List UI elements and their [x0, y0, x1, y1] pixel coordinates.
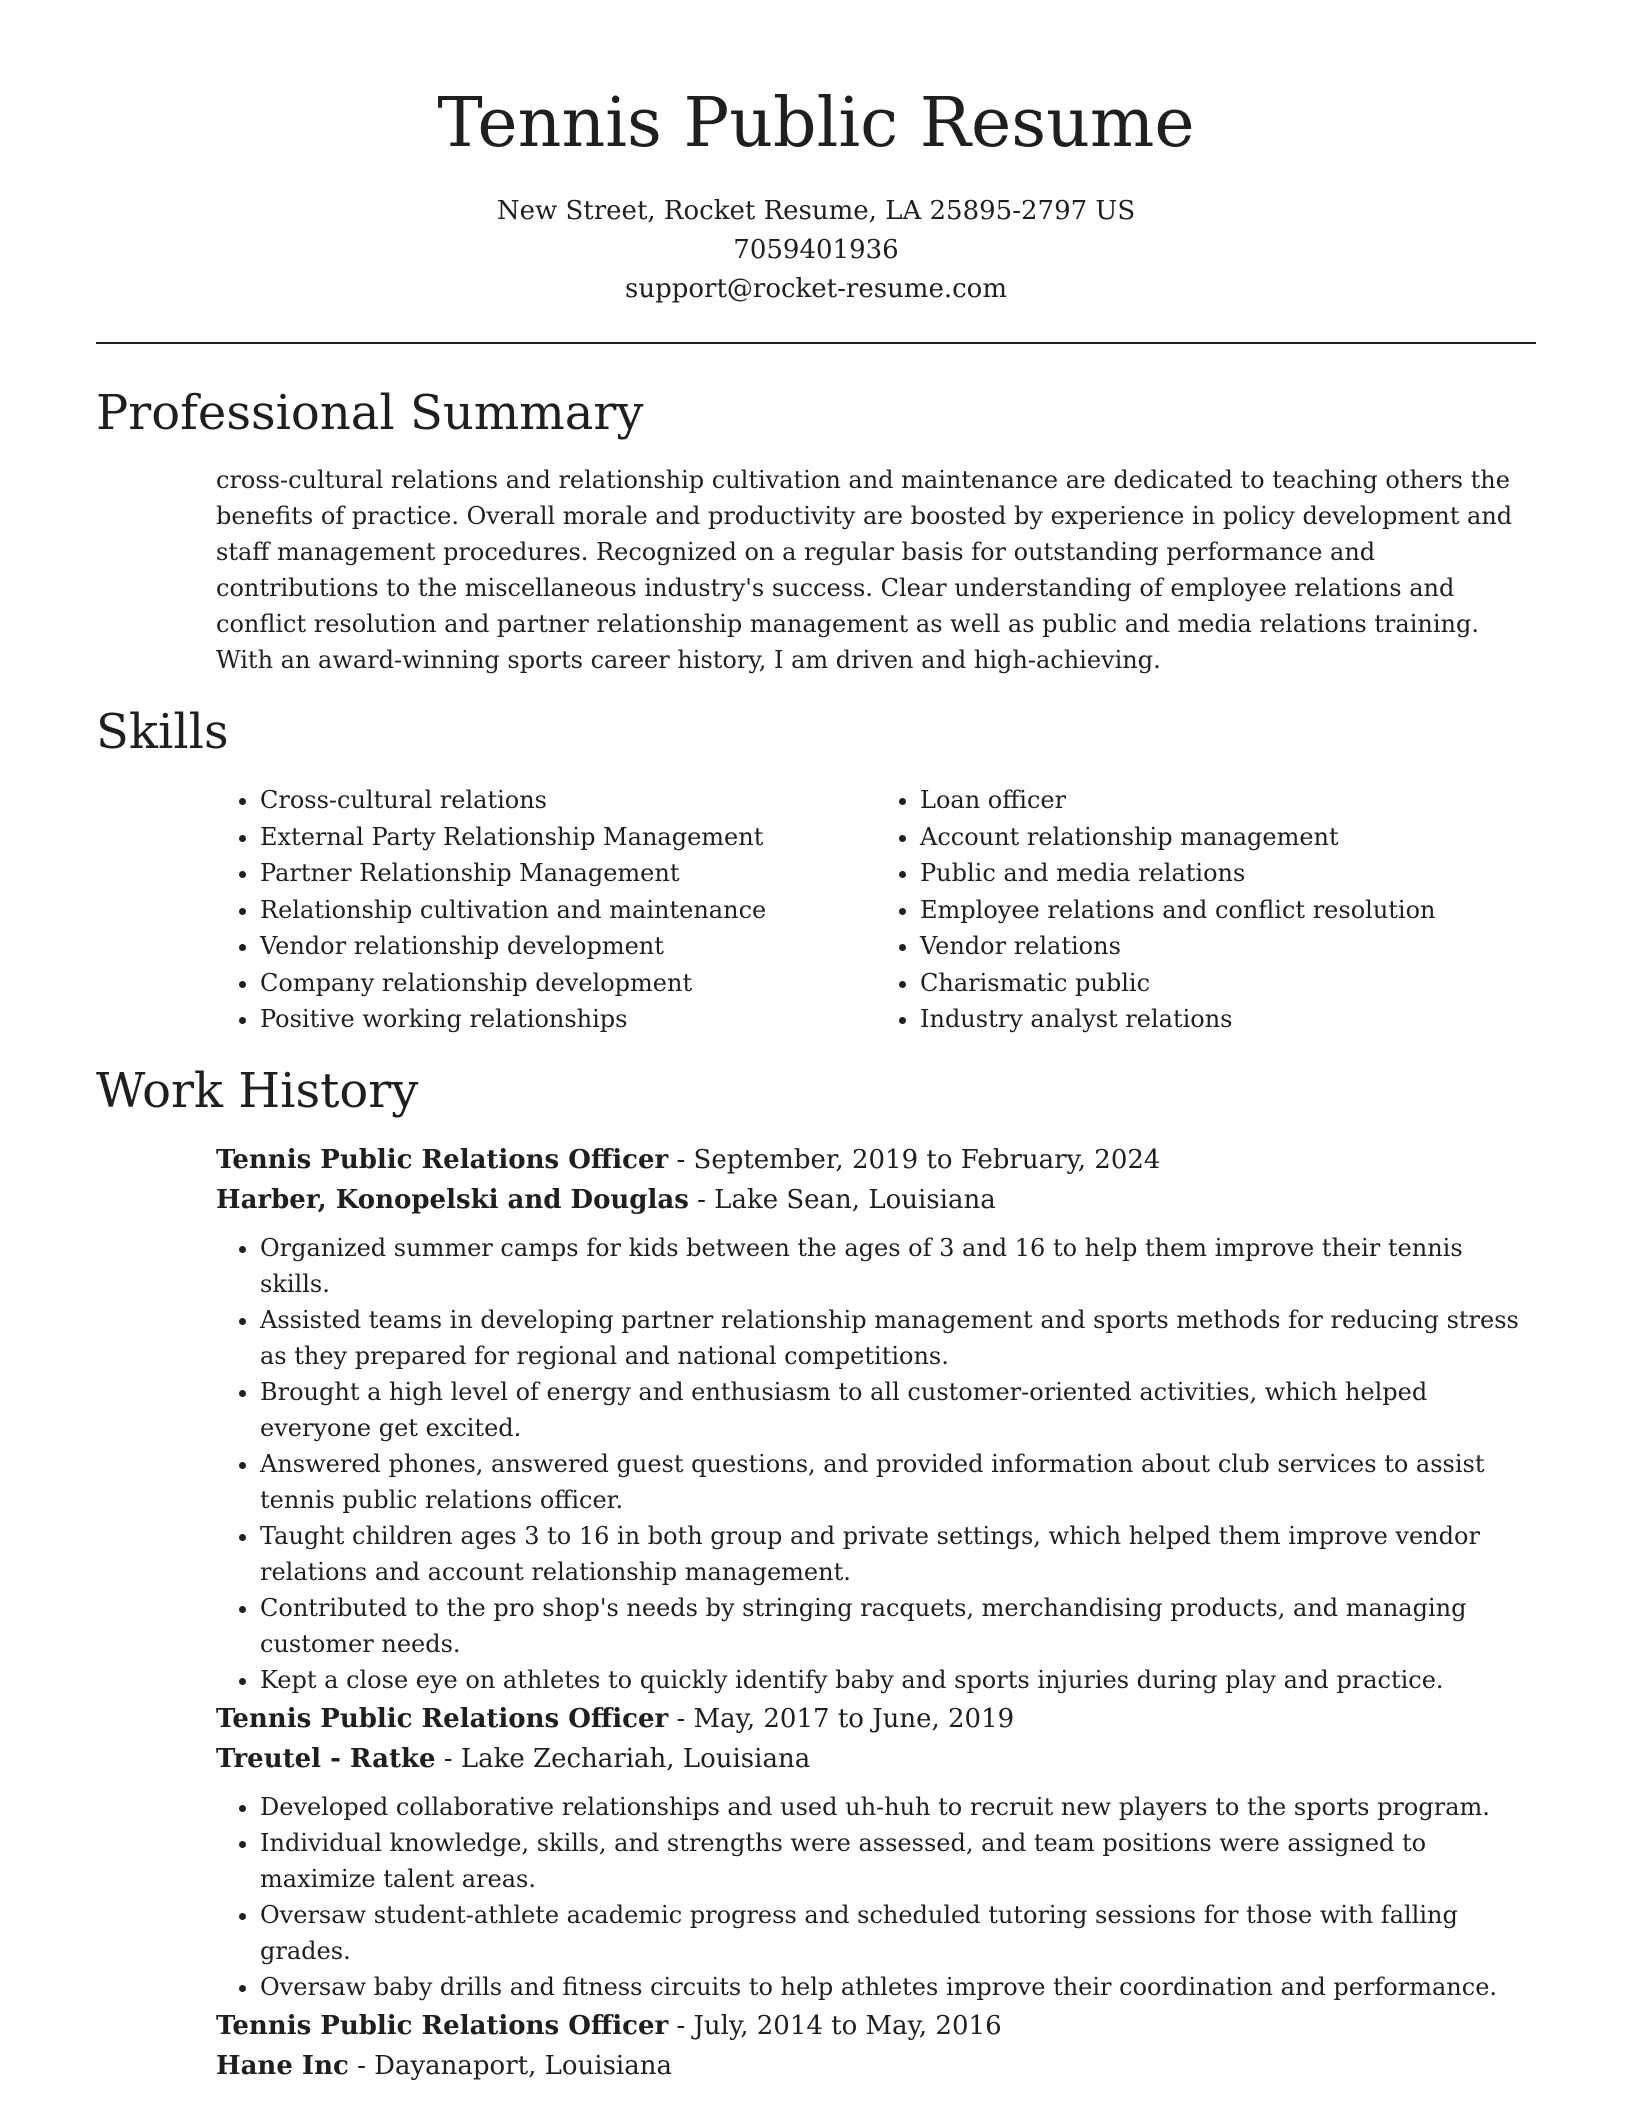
- skill-item: • Charismatic public: [920, 965, 1536, 1002]
- summary-text: cross-cultural relations and relationship cultivation and maintenance are dedicated to teaching others the benefits of practice. Overall morale and productivity are boosted by experience in policy development and staff management procedures. Recognized on a regular basis for outstanding performance and contributions to the miscellaneous industry's success. Clear understanding of employee relations and conflict resolution and partner relationship management as well as public and media relations training. With an award-winning sports career history, I am driven and high-achieving.: [216, 466, 1513, 674]
- job-bullet: • Taught children ages 3 to 16 in both group and private settings, which helped them improve vendor relations and account relationship management.: [260, 1518, 1536, 1590]
- skills-column-left: [216, 782, 876, 1038]
- job-bullet: • Contributed to the pro shop's needs by stringing racquets, merchandising products, and managing customer needs.: [260, 1590, 1536, 1662]
- job-bullet: • Developed collaborative relationships and used uh-huh to recruit new players to the sports program.: [260, 1789, 1536, 1825]
- job-company: Harber, Konopelski and Douglas: [216, 1185, 689, 1215]
- skills-heading: Skills: [96, 704, 229, 760]
- job-title: Tennis Public Relations Officer: [216, 1704, 669, 1734]
- job-title-line: [216, 1699, 1536, 1739]
- job-company: Treutel - Ratke: [216, 1744, 436, 1774]
- job-bullet: • Oversaw baby drills and fitness circuits to help athletes improve their coordination and performance.: [260, 1969, 1536, 2005]
- skill-item: • Employee relations and conflict resolution: [920, 892, 1536, 929]
- job-location: - Lake Zechariah, Louisiana: [435, 1744, 811, 1774]
- job-entry: [216, 1699, 1536, 2005]
- job-entry: [216, 2006, 1536, 2086]
- skill-item: • Vendor relationship development: [260, 928, 876, 965]
- header-divider: [96, 342, 1536, 344]
- job-title-line: [216, 2006, 1536, 2046]
- job-bullet: • Assisted teams in developing partner relationship management and sports methods for reducing stress as they prepared for regional and national competitions.: [260, 1302, 1536, 1374]
- job-title: Tennis Public Relations Officer: [216, 1145, 669, 1175]
- skills-list: [216, 782, 1536, 1038]
- job-bullets: [216, 1789, 1536, 2005]
- skill-item: • Cross-cultural relations: [260, 782, 876, 819]
- skill-item: • Loan officer: [920, 782, 1536, 819]
- job-bullet: • Answered phones, answered guest questions, and provided information about club services to assist tennis public relations officer.: [260, 1446, 1536, 1518]
- summary-heading: Professional Summary: [96, 385, 644, 441]
- job-bullets: [216, 1230, 1536, 1698]
- skill-item: • Public and media relations: [920, 855, 1536, 892]
- job-company-line: [216, 1739, 1536, 1779]
- work-history-heading: Work History: [96, 1063, 419, 1119]
- job-bullet: • Individual knowledge, skills, and strengths were assessed, and team positions were assigned to maximize talent areas.: [260, 1825, 1536, 1897]
- job-dates: - July, 2014 to May, 2016: [668, 2011, 1002, 2041]
- job-company: Hane Inc: [216, 2051, 349, 2081]
- skills-column-right: [876, 782, 1536, 1038]
- job-bullet: • Oversaw student-athlete academic progress and scheduled tutoring sessions for those with falling grades.: [260, 1897, 1536, 1969]
- job-bullet: • Kept a close eye on athletes to quickly identify baby and sports injuries during play and practice.: [260, 1662, 1536, 1698]
- contact-email: support@rocket-resume.com: [624, 274, 1007, 304]
- job-company-line: [216, 2046, 1536, 2086]
- skill-item: • Relationship cultivation and maintenance: [260, 892, 876, 929]
- job-company-line: [216, 1180, 1536, 1220]
- skill-item: • Account relationship management: [920, 819, 1536, 856]
- job-entry: [216, 1140, 1536, 1698]
- job-dates: - September, 2019 to February, 2024: [668, 1145, 1161, 1175]
- contact-phone: 7059401936: [733, 235, 899, 265]
- job-title-line: [216, 1140, 1536, 1180]
- skill-item: • Partner Relationship Management: [260, 855, 876, 892]
- skill-item: • Industry analyst relations: [920, 1001, 1536, 1038]
- job-location: - Lake Sean, Louisiana: [688, 1185, 996, 1215]
- job-bullet: • Brought a high level of energy and enthusiasm to all customer-oriented activities, which helped everyone get excited.: [260, 1374, 1536, 1446]
- job-location: - Dayanaport, Louisiana: [348, 2051, 672, 2081]
- contact-address: New Street, Rocket Resume, LA 25895-2797 US: [496, 196, 1136, 226]
- skill-item: • Positive working relationships: [260, 1001, 876, 1038]
- skill-item: • External Party Relationship Management: [260, 819, 876, 856]
- skill-item: • Vendor relations: [920, 928, 1536, 965]
- resume-name: Tennis Public Resume: [437, 84, 1195, 163]
- job-dates: - May, 2017 to June, 2019: [668, 1704, 1015, 1734]
- job-title: Tennis Public Relations Officer: [216, 2011, 669, 2041]
- job-bullet: • Organized summer camps for kids between the ages of 3 and 16 to help them improve their tennis skills.: [260, 1230, 1536, 1302]
- skill-item: • Company relationship development: [260, 965, 876, 1002]
- contact-info: [0, 192, 1632, 309]
